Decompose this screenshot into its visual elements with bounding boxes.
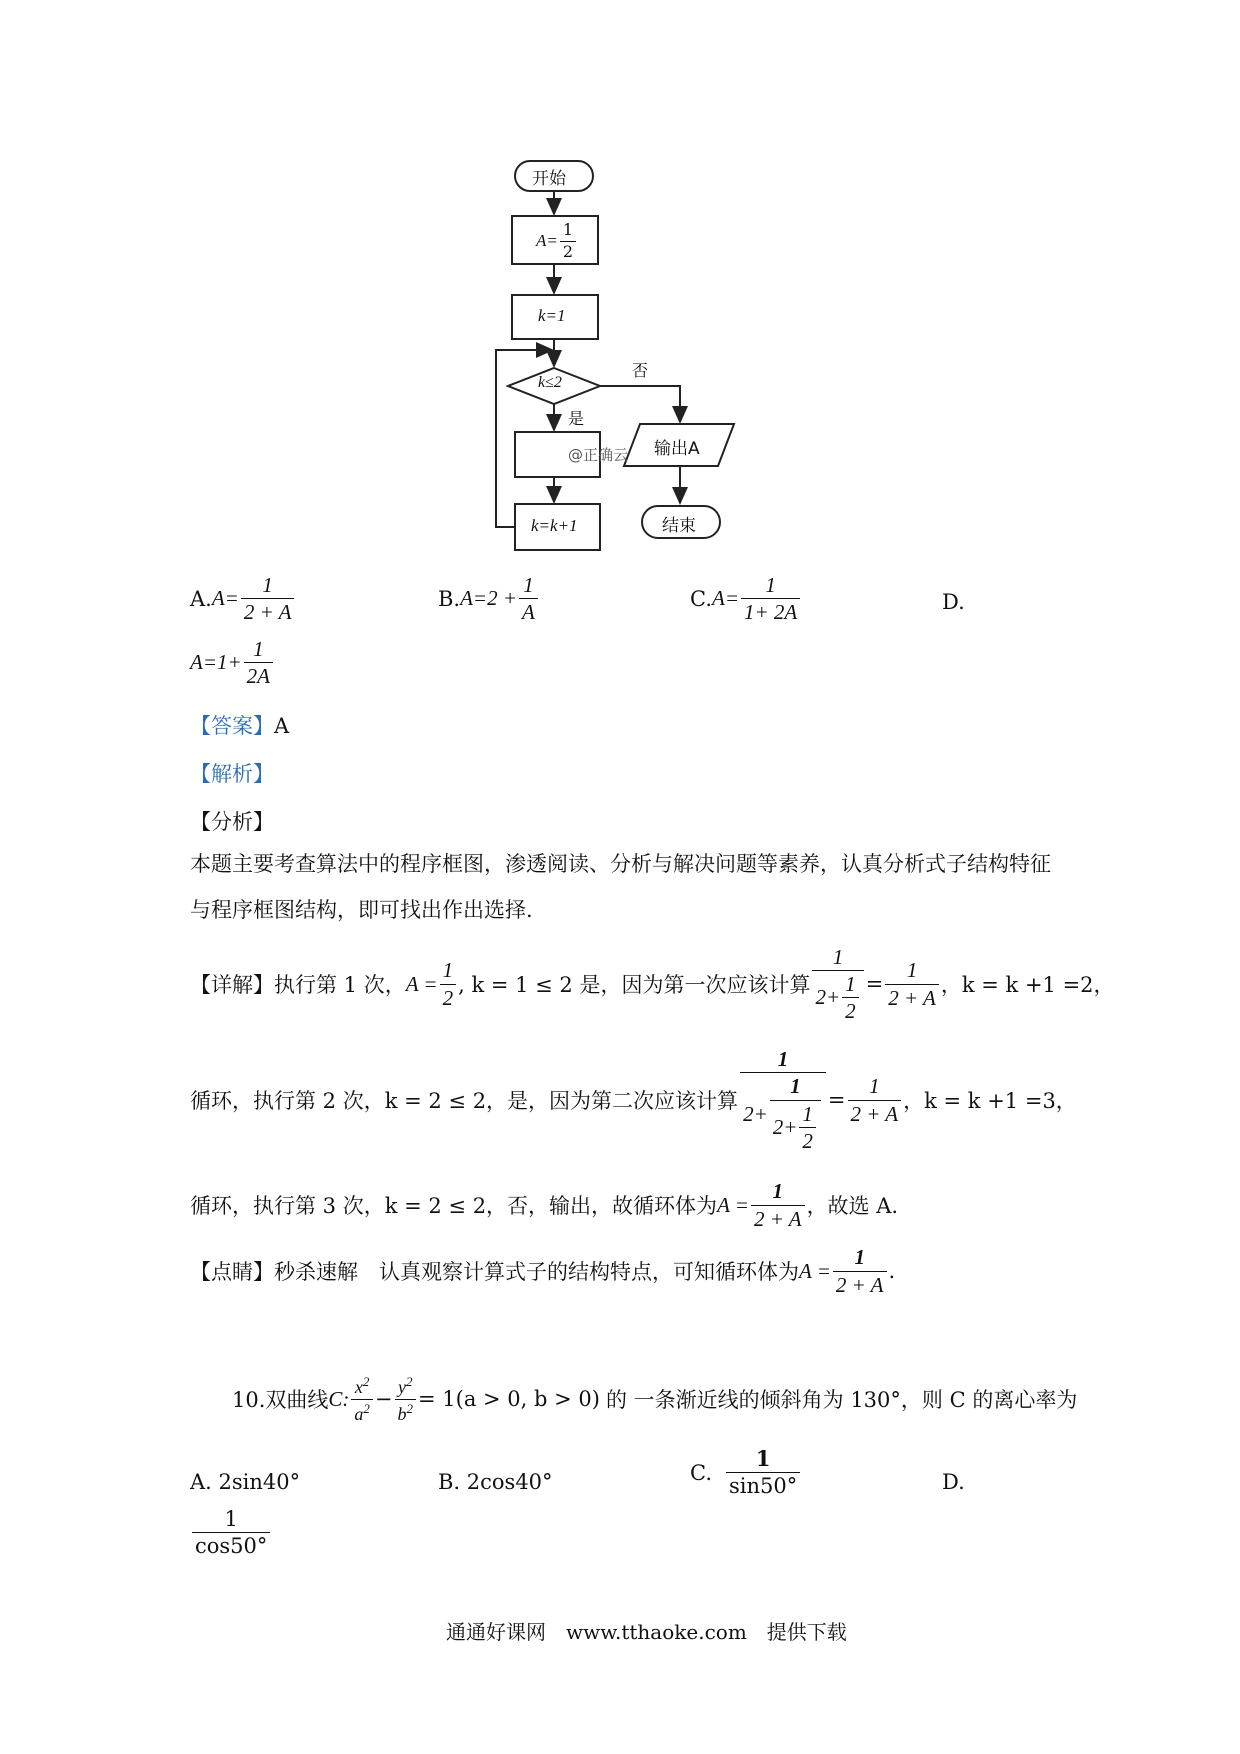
q10-a-sup: 2 — [363, 1400, 370, 1416]
detail-line-3 — [190, 1172, 898, 1238]
q10-suffix: 的 一条渐近线的倾斜角为 130°，则 C 的离心率为 — [605, 1388, 1078, 1412]
flowchart-init-k: k=1 — [538, 306, 566, 325]
q9-option-b-lhs: A=2 + — [460, 586, 518, 611]
q10-b: b — [397, 1403, 407, 1424]
q10-option-b: B. 2cos40° — [438, 1470, 553, 1494]
q10-option-d-num: 1 — [224, 1507, 238, 1531]
detail-s3-den: 2 + A — [751, 1205, 805, 1230]
footer-text: 通通好课网 www.tthaoke.com 提供下载 — [446, 1620, 847, 1644]
flowchart — [0, 0, 1240, 600]
q9-option-d — [190, 638, 275, 687]
q9-option-b-num: 1 — [523, 573, 534, 597]
detail-s2-inner-num: 1 — [802, 1101, 813, 1126]
detail-s2-a: 循环，执行第 2 次，k = 2 ≤ 2，是，因为第二次应该计算 — [190, 1089, 739, 1113]
q10-eq: = 1(a > 0, b > 0) — [418, 1387, 600, 1411]
q10-stem — [232, 1366, 1077, 1432]
q10-y: y — [398, 1376, 407, 1397]
dianjing-line — [190, 1236, 895, 1306]
q9-option-a-num: 1 — [262, 573, 273, 597]
detail-s2-c: ，k = k +1 =3， — [903, 1089, 1077, 1113]
flowchart-assign-a-den: 2 — [560, 241, 576, 261]
q9-option-c-den: 1+ 2A — [741, 598, 800, 623]
q10-x: x — [354, 1376, 363, 1397]
flowchart-end-label: 结束 — [662, 516, 696, 536]
detail-s3-a: 循环，执行第 3 次，k = 2 ≤ 2，否，输出，故循环体为 — [190, 1194, 718, 1218]
q10-a: a — [354, 1403, 364, 1424]
dianjing-tag: 【点睛】 — [190, 1260, 274, 1284]
q9-option-d-label: D. — [942, 590, 965, 614]
flowchart-assign-a-lhs: A= — [536, 231, 558, 251]
detail-s1-c: ，k = k +1 =2， — [940, 973, 1115, 997]
detail-s1-a: 执行第 1 次， — [274, 973, 406, 997]
dianjing-A: A = — [799, 1258, 831, 1283]
fenxi-text: 本题主要考查算法中的程序框图，渗透阅读、分析与解决问题等素养，认真分析式子结构特征与程序框图结构，即可找出作出选择. — [190, 852, 1051, 922]
detail-s1-big-den-a: 2+ — [815, 985, 841, 1010]
q9-option-a-label: A. — [190, 586, 212, 611]
q10-option-d — [190, 1508, 272, 1557]
answer-value: A — [274, 714, 290, 738]
flowchart-increment: k=k+1 — [531, 516, 578, 535]
dianjing-text: 秒杀速解 认真观察计算式子的结构特点，可知循环体为 — [274, 1260, 799, 1284]
flowchart-output: 输出A — [654, 439, 700, 459]
q9-option-c-num: 1 — [765, 573, 776, 597]
q10-x-sup: 2 — [362, 1373, 370, 1389]
detail-s1-den: 2 — [440, 984, 457, 1009]
detail-s1-r-den: 2 + A — [885, 984, 939, 1009]
q9-option-a — [190, 574, 296, 623]
q9-option-c-lhs: A= — [712, 586, 739, 611]
detail-s1-small-den: 2 — [842, 997, 859, 1022]
q9-option-d-lhs: A=1+ — [190, 650, 242, 675]
q9-option-b — [438, 574, 540, 623]
flowchart-no-label: 否 — [632, 361, 649, 380]
q9-option-d-den: 2A — [244, 662, 273, 687]
analysis-tag: 【解析】 — [190, 762, 274, 786]
detail-s1-A: A = — [405, 971, 438, 996]
detail-line-2 — [190, 1040, 1077, 1160]
q9-option-b-label: B. — [438, 586, 461, 611]
detail-s3-c: ，故选 A. — [806, 1194, 899, 1218]
flowchart-watermark: @正确云 — [568, 446, 629, 464]
detail-line-1 — [190, 944, 1115, 1024]
q10-minus: − — [374, 1387, 393, 1411]
q10-prefix: 10.双曲线 — [232, 1388, 329, 1412]
q9-option-c-label: C. — [690, 586, 712, 611]
q9-option-b-den: A — [519, 598, 538, 623]
detail-s2-r-den: 2 + A — [848, 1100, 902, 1125]
flowchart-assign-a-num: 1 — [562, 220, 574, 239]
q10-y-sup: 2 — [406, 1373, 413, 1389]
q10-option-c-den: sin50° — [726, 1472, 800, 1497]
detail-s2-mid-num: 1 — [790, 1074, 801, 1099]
flowchart-assign-a — [536, 222, 578, 261]
dianjing-num: 1 — [854, 1245, 865, 1270]
detail-s2-top-num: 1 — [777, 1047, 789, 1072]
q9-option-a-den: 2 + A — [241, 598, 295, 623]
flowchart-condition: k≤2 — [538, 374, 562, 391]
detail-tag: 【详解】 — [190, 973, 274, 997]
detail-s2-inner-a: 2+ — [772, 1115, 798, 1140]
q10-option-c — [690, 1448, 802, 1497]
detail-s3-num: 1 — [772, 1179, 783, 1204]
dianjing-end: . — [888, 1259, 896, 1283]
detail-s2-eq: = — [827, 1088, 846, 1112]
q10-b-sup: 2 — [406, 1400, 414, 1416]
fenxi-tag: 【分析】 — [190, 810, 274, 834]
detail-s1-r-num: 1 — [906, 958, 918, 983]
detail-s2-mid-a: 2+ — [743, 1101, 768, 1126]
q10-option-c-label: C. — [690, 1460, 712, 1485]
q9-option-a-lhs: A= — [211, 586, 239, 611]
detail-s1-b: , k = 1 ≤ 2 是，因为第一次应该计算 — [458, 973, 811, 997]
q10-option-d-den: cos50° — [192, 1532, 270, 1557]
detail-s1-num: 1 — [442, 958, 454, 983]
q10-option-d-label: D. — [942, 1470, 965, 1494]
q10-option-a: A. 2sin40° — [190, 1470, 301, 1494]
flowchart-start-label: 开始 — [532, 169, 566, 189]
detail-s1-small-num: 1 — [845, 971, 856, 996]
q9-option-d-num: 1 — [253, 637, 264, 661]
answer-tag: 【答案】 — [190, 714, 274, 738]
detail-s3-A: A = — [717, 1192, 749, 1217]
dianjing-den: 2 + A — [833, 1271, 887, 1296]
detail-s1-big-num: 1 — [832, 944, 844, 969]
q10-option-c-num: 1 — [755, 1446, 771, 1471]
flowchart-yes-label: 是 — [568, 409, 585, 428]
detail-s2-inner-den: 2 — [799, 1127, 816, 1152]
detail-s1-eq: = — [865, 972, 884, 996]
q10-C: C: — [328, 1386, 350, 1411]
detail-s2-r-num: 1 — [869, 1074, 880, 1099]
q9-option-c — [690, 574, 802, 623]
q9-answer — [190, 710, 289, 740]
